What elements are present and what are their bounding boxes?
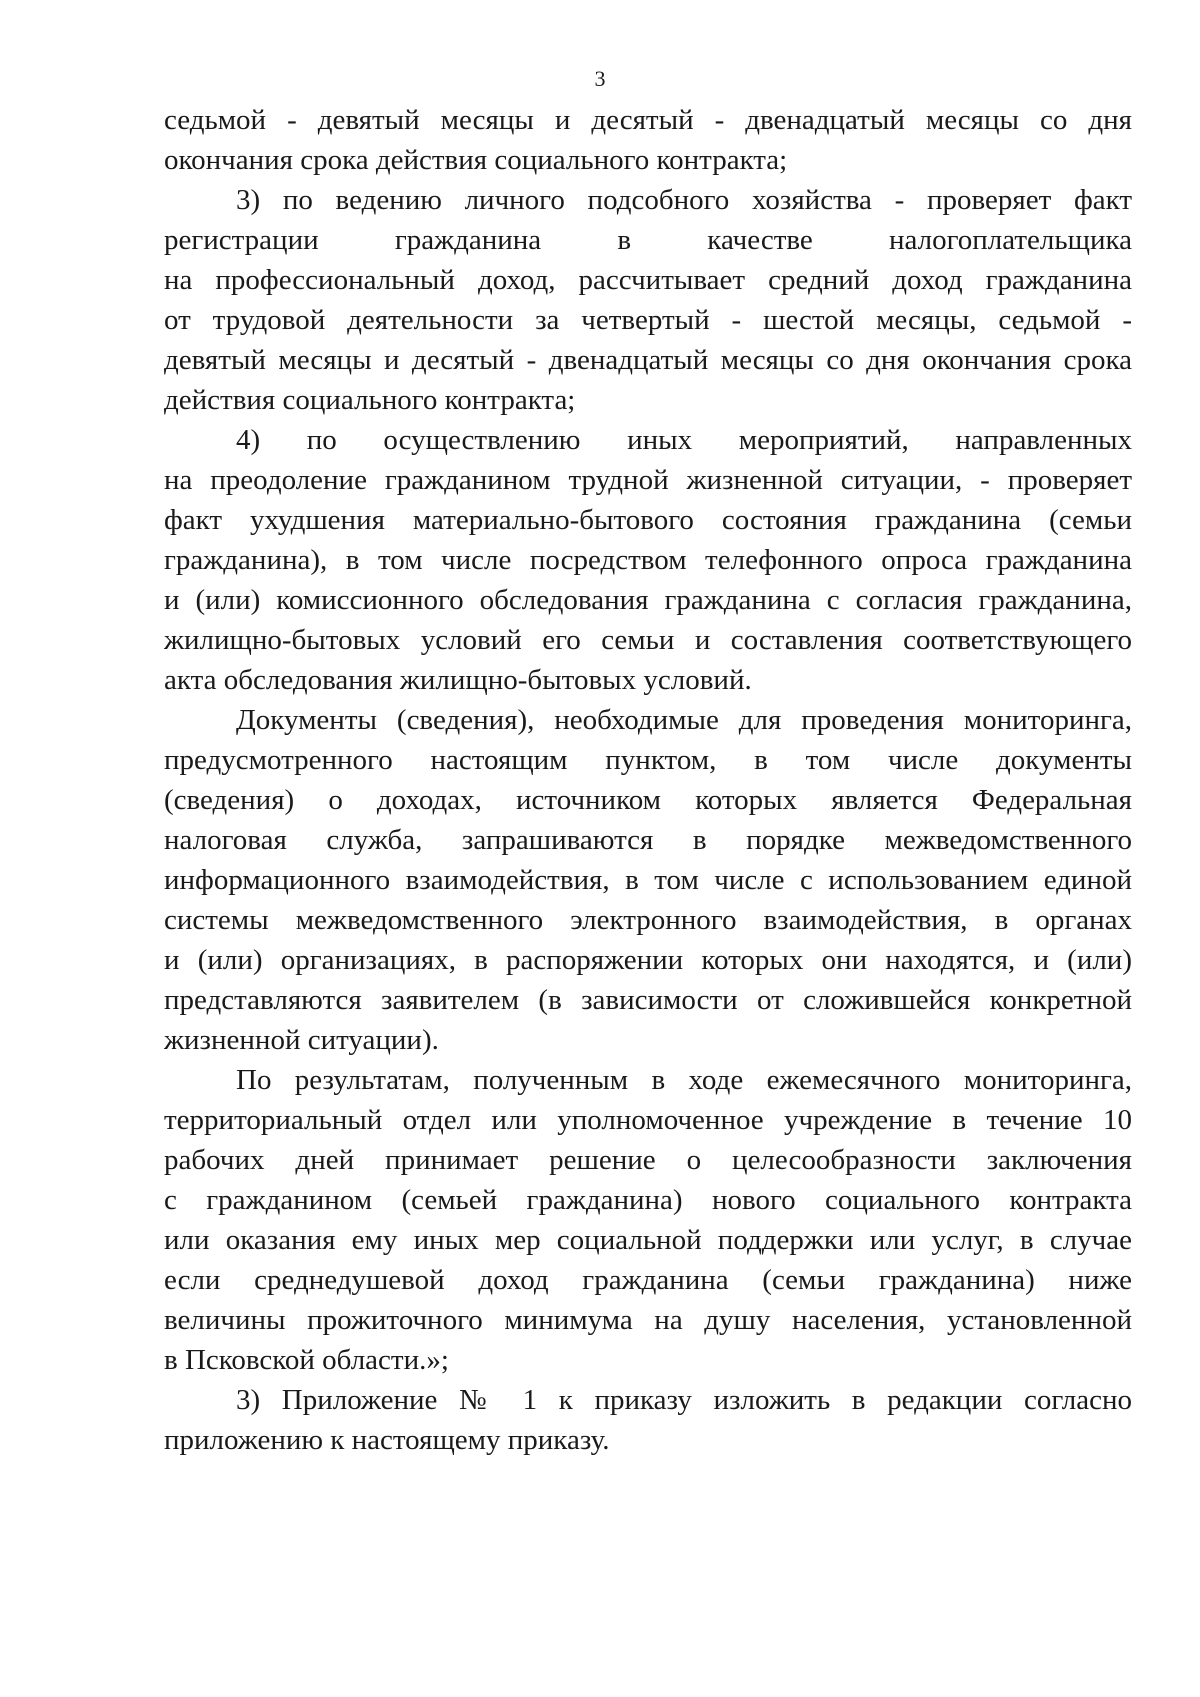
paragraph-documents bbox=[164, 700, 1132, 1060]
text-line: окончания срока действия социального контракта; bbox=[164, 144, 788, 176]
text-line: величины прожиточного минимума на душу населения, установленной bbox=[164, 1304, 1132, 1336]
text-line: 4) по осуществлению иных мероприятий, направленных bbox=[236, 424, 1132, 456]
text-line: По результатам, полученным в ходе ежемесячного мониторинга, bbox=[236, 1064, 1132, 1096]
text-line: территориальный отдел или уполномоченное учреждение в течение 10 bbox=[164, 1104, 1132, 1136]
text-line: и (или) организациях, в распоряжении которых они находятся, и (или) bbox=[164, 944, 1132, 976]
text-line: от трудовой деятельности за четвертый - шестой месяцы, седьмой - bbox=[164, 304, 1132, 336]
text-line: на профессиональный доход, рассчитывает средний доход гражданина bbox=[164, 264, 1132, 296]
text-line: предусмотренного настоящим пунктом, в том числе документы bbox=[164, 744, 1132, 776]
paragraph-item-4 bbox=[164, 420, 1132, 700]
text-line: седьмой - девятый месяцы и десятый - двенадцатый месяцы со дня bbox=[164, 104, 1132, 136]
text-line: рабочих дней принимает решение о целесообразности заключения bbox=[164, 1144, 1132, 1176]
text-line: жилищно-бытовых условий его семьи и составления соответствующего bbox=[164, 624, 1132, 656]
text-line: факт ухудшения материально-бытового состояния гражданина (семьи bbox=[164, 504, 1132, 536]
text-line: или оказания ему иных мер социальной поддержки или услуг, в случае bbox=[164, 1224, 1132, 1256]
text-line: на преодоление гражданином трудной жизненной ситуации, - проверяет bbox=[164, 464, 1132, 496]
text-line: если среднедушевой доход гражданина (семьи гражданина) ниже bbox=[164, 1264, 1132, 1296]
paragraph-results bbox=[164, 1060, 1132, 1380]
text-line: Документы (сведения), необходимые для проведения мониторинга, bbox=[236, 704, 1132, 736]
text-line: в Псковской области.»; bbox=[164, 1344, 449, 1376]
text-line: жизненной ситуации). bbox=[164, 1024, 439, 1056]
page-number: 3 bbox=[594, 66, 606, 91]
paragraph-continuation bbox=[164, 100, 1132, 180]
text-line: налоговая служба, запрашиваются в порядке межведомственного bbox=[164, 824, 1132, 856]
text-line: акта обследования жилищно-бытовых условий. bbox=[164, 664, 752, 696]
text-line: с гражданином (семьей гражданина) нового социального контракта bbox=[164, 1184, 1132, 1216]
text-line: девятый месяцы и десятый - двенадцатый месяцы со дня окончания срока bbox=[164, 344, 1132, 376]
text-line: 3) Приложение № 1 к приказу изложить в редакции согласно bbox=[236, 1384, 1132, 1416]
text-line: 3) по ведению личного подсобного хозяйства - проверяет факт bbox=[236, 184, 1132, 216]
text-line: и (или) комиссионного обследования гражданина с согласия гражданина, bbox=[164, 584, 1132, 616]
text-line: приложению к настоящему приказу. bbox=[164, 1424, 610, 1456]
text-line: системы межведомственного электронного взаимодействия, в органах bbox=[164, 904, 1132, 936]
text-line: действия социального контракта; bbox=[164, 384, 576, 416]
text-line: представляются заявителем (в зависимости от сложившейся конкретной bbox=[164, 984, 1132, 1016]
document-body bbox=[164, 100, 1132, 1460]
paragraph-item-3 bbox=[164, 180, 1132, 420]
text-line: регистрации гражданина в качестве налогоплательщика bbox=[164, 224, 1132, 256]
text-line: гражданина), в том числе посредством телефонного опроса гражданина bbox=[164, 544, 1132, 576]
text-line: (сведения) о доходах, источником которых является Федеральная bbox=[164, 784, 1132, 816]
text-line: информационного взаимодействия, в том числе с использованием единой bbox=[164, 864, 1132, 896]
paragraph-appendix bbox=[164, 1380, 1132, 1460]
